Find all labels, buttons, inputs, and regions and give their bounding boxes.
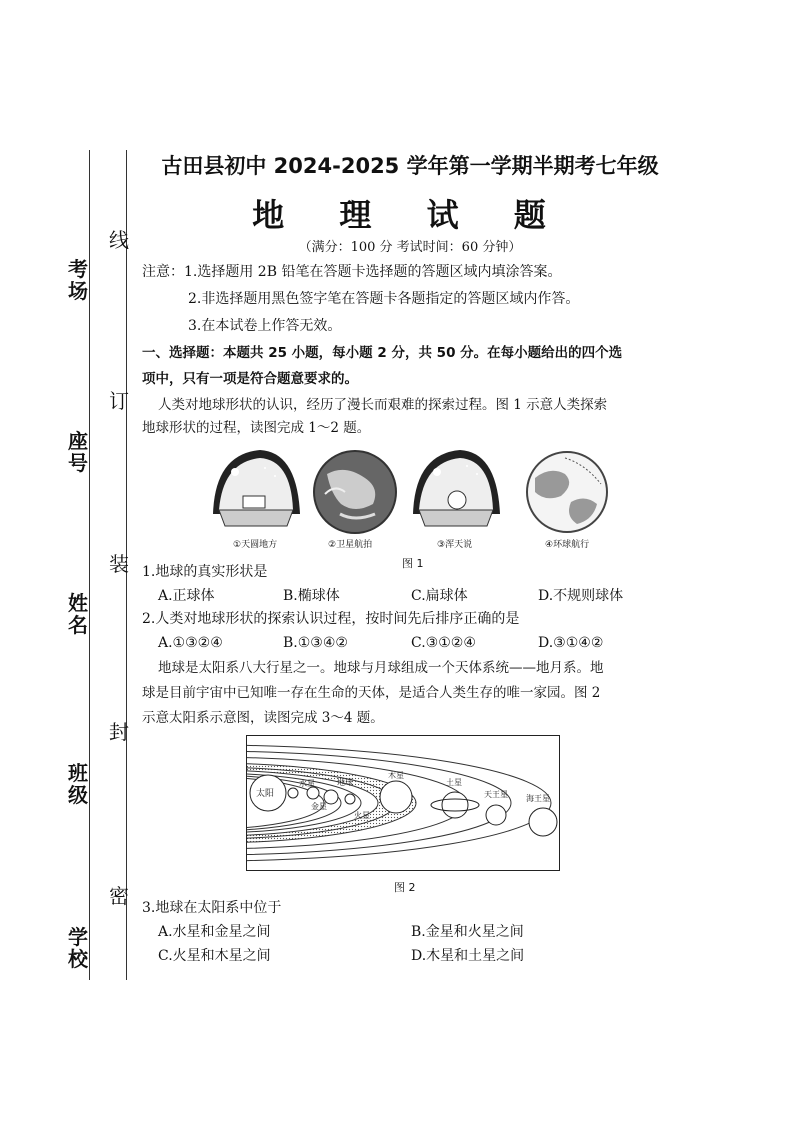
figure1-label-1: ①天圆地方	[233, 540, 278, 550]
mercury	[288, 788, 298, 798]
satellite-earth-image	[313, 450, 397, 534]
section1-line1: 一、选择题：本题共 25 小题，每小题 2 分，共 50 分。在每小题给出的四个选	[142, 345, 623, 361]
binding-char-feng: 封	[109, 720, 129, 744]
q3-option-d: D.木星和土星之间	[411, 948, 525, 964]
note-3: 3.在本试卷上作答无效。	[188, 318, 342, 334]
q1-stem: 1.地球的真实形状是	[142, 564, 268, 580]
binding-char-xian: 线	[109, 228, 129, 252]
exam-title: 古田县初中 2024-2025 学年第一学期半期考七年级	[161, 154, 659, 178]
figure2-caption: 图 2	[394, 881, 416, 894]
celestial-sphere-image	[413, 450, 500, 526]
mars-label: 火星	[354, 811, 370, 820]
uranus	[486, 805, 506, 825]
intro2-line3: 示意太阳系示意图，读图完成 3～4 题。	[142, 710, 384, 726]
neptune	[529, 808, 557, 836]
q2-stem: 2.人类对地球形状的探索认识过程，按时间先后排序正确的是	[142, 611, 520, 627]
section1-line2: 项中，只有一项是符合题意要求的。	[142, 371, 358, 387]
intro1-line2: 地球形状的过程，读图完成 1～2 题。	[142, 420, 371, 436]
figure1-graphic	[205, 444, 615, 552]
figure1-label-2: ②卫星航拍	[328, 540, 373, 550]
saturn	[442, 792, 468, 818]
name-label: 姓名	[68, 591, 88, 637]
q1-option-d: D.不规则球体	[538, 588, 624, 604]
intro2-line1: 地球是太阳系八大行星之一。地球与月球组成一个天体系统——地月系。地	[158, 660, 604, 676]
note-1: 注意：1.选择题用 2B 铅笔在答题卡选择题的答题区域内填涂答案。	[142, 264, 562, 280]
q3-option-b: B.金星和火星之间	[411, 924, 524, 940]
q2-option-c: C.③①②④	[411, 635, 476, 651]
jupiter	[380, 781, 412, 813]
q2-option-d: D.③①④②	[538, 635, 604, 651]
sun-label: 太阳	[256, 789, 275, 799]
binding-char-ding: 订	[109, 389, 129, 413]
q1-option-c: C.扁球体	[411, 588, 468, 604]
binding-char-zhuang: 装	[109, 552, 129, 576]
intro2-line2: 球是目前宇宙中已知唯一存在生命的天体，是适合人类生存的唯一家园。图 2	[142, 685, 601, 701]
earth-label: 地球	[337, 778, 353, 787]
q1-option-a: A.正球体	[158, 588, 215, 604]
circumnavigation-globe-image	[527, 452, 607, 532]
mars	[345, 794, 355, 804]
intro1-line1: 人类对地球形状的认识，经历了漫长而艰难的探索过程。图 1 示意人类探索	[158, 397, 608, 413]
school-label: 学校	[68, 925, 88, 971]
q3-option-c: C.火星和木星之间	[158, 948, 271, 964]
note-2: 2.非选择题用黑色签字笔在答题卡各题指定的答题区域内作答。	[188, 291, 580, 307]
q2-option-a: A.①③②④	[158, 635, 223, 651]
seat-number-label: 座号	[68, 429, 88, 475]
q3-option-a: A.水星和金星之间	[158, 924, 271, 940]
figure1-label-3: ③浑天说	[437, 540, 473, 550]
figure1-label-4: ④环球航行	[545, 540, 590, 550]
venus-label: 金星	[311, 802, 327, 811]
neptune-label: 海王星	[526, 794, 550, 803]
jupiter-label: 木星	[388, 771, 404, 780]
subject-title: 地 理 试 题	[252, 196, 568, 234]
q3-stem: 3.地球在太阳系中位于	[142, 900, 282, 916]
q1-option-b: B.椭球体	[283, 588, 340, 604]
saturn-label: 土星	[446, 778, 462, 787]
binding-char-mi: 密	[109, 884, 129, 908]
figure1-caption: 图 1	[402, 557, 424, 570]
uranus-label: 天王星	[484, 790, 508, 799]
venus	[307, 787, 319, 799]
q2-option-b: B.①③④②	[283, 635, 348, 651]
mercury-label: 水星	[299, 779, 315, 788]
solar-system-diagram	[246, 735, 560, 871]
exam-room-label: 考场	[68, 257, 88, 303]
heaven-round-earth-square-image	[213, 450, 300, 526]
exam-info: （满分：100 分 考试时间：60 分钟）	[298, 240, 522, 255]
class-label: 班级	[68, 761, 88, 807]
